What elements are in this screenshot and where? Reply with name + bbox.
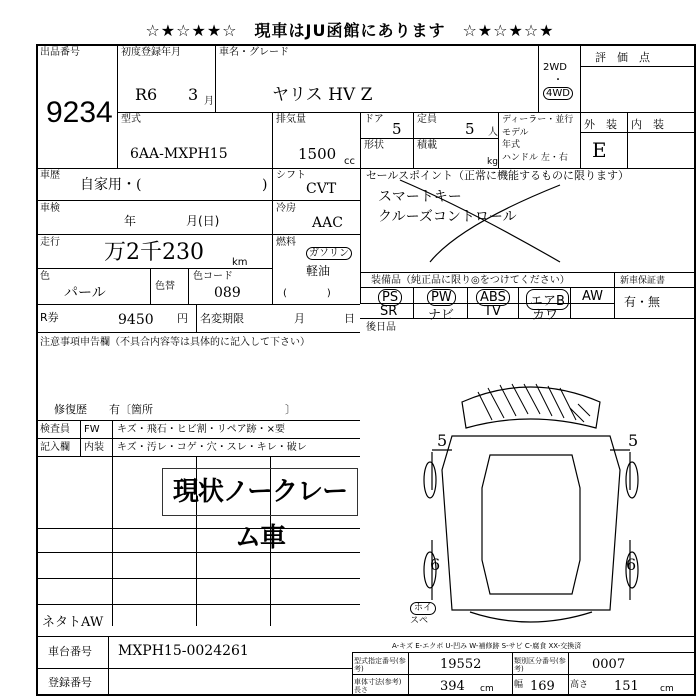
mileage-unit: km bbox=[232, 257, 248, 268]
car-name-label: 車名・グレード bbox=[219, 47, 289, 58]
history-close: ) bbox=[262, 177, 268, 193]
name-limit-month: 月 bbox=[294, 312, 305, 325]
type-designation-label: 型式指定番号(参考) bbox=[354, 657, 406, 673]
capacity-unit: 人 bbox=[488, 127, 498, 138]
color-code: 089 bbox=[214, 285, 241, 301]
load-label: 積載 bbox=[417, 140, 437, 151]
capacity-label: 定員 bbox=[417, 114, 437, 125]
load-unit: kg bbox=[487, 157, 498, 167]
drive-dot: ・ bbox=[553, 75, 563, 86]
class-number-label: 類別区分番号(参考) bbox=[514, 657, 566, 673]
capacity-value: 5 bbox=[465, 120, 475, 138]
ac-label: 冷房 bbox=[276, 203, 296, 214]
height-label: 高さ bbox=[570, 680, 589, 690]
shape-label: 形状 bbox=[364, 140, 384, 151]
fuel-paren: ( ) bbox=[283, 288, 331, 299]
drive-4wd: 4WD bbox=[543, 87, 573, 100]
shift-value: CVT bbox=[306, 181, 337, 197]
color-code-label: 色コード bbox=[193, 271, 233, 282]
lot-number: 9234 bbox=[46, 96, 113, 129]
first-reg-label: 初度登録年月 bbox=[121, 47, 181, 58]
sales-point-line2: クルーズコントロール bbox=[378, 209, 517, 225]
equip-sr: SR bbox=[380, 304, 398, 319]
tire-front-left: 5 bbox=[437, 431, 448, 450]
height-unit: cm bbox=[660, 684, 674, 694]
exterior-label: 外 装 bbox=[584, 118, 617, 131]
doors-label: ドア bbox=[364, 114, 384, 125]
mileage-label: 走行 bbox=[40, 237, 60, 248]
inspector-fw: FW bbox=[84, 424, 100, 435]
sales-point-label: セールスポイント（正常に機能するものに限ります） bbox=[366, 169, 630, 182]
recycle-unit: 円 bbox=[177, 312, 188, 325]
history-label: 車歴 bbox=[40, 170, 60, 181]
shift-label: シフト bbox=[276, 170, 306, 181]
color-value: パール bbox=[64, 285, 106, 301]
fuel-light-oil: 軽油 bbox=[306, 264, 331, 278]
mileage-value: 万2千230 bbox=[104, 240, 204, 265]
damage-legend: A-キズ E-エクボ U-凹み W-補修跡 S-サビ C-腐食 XX-交換済 bbox=[392, 642, 582, 650]
recycle-label: R券 bbox=[40, 311, 59, 324]
displacement-unit: cc bbox=[344, 156, 355, 167]
model-value: 6AA-MXPH15 bbox=[130, 146, 228, 162]
entry-interior-items: キズ・汚レ・コゲ・穴・スレ・キレ・破レ bbox=[117, 442, 307, 453]
first-reg-era: R6 bbox=[135, 85, 158, 104]
tire-rear-left: 6 bbox=[430, 555, 441, 574]
inspection-month: 月(日) bbox=[186, 214, 220, 228]
drive-2wd: 2WD bbox=[543, 62, 567, 73]
type-designation-value: 19552 bbox=[440, 657, 482, 672]
name-limit-day: 日 bbox=[344, 312, 355, 325]
handwritten-note: ネタトAW bbox=[42, 615, 104, 630]
rear-item-label: 後日品 bbox=[366, 322, 396, 333]
header-banner: ☆★☆★★☆ 現車はJU函館にあります ☆★☆★☆★ bbox=[145, 21, 555, 40]
length-unit: cm bbox=[480, 684, 494, 694]
first-reg-month-unit: 月 bbox=[204, 96, 214, 107]
handle-label: ハンドル 左・右 bbox=[502, 153, 568, 163]
length-value: 394 bbox=[440, 679, 465, 694]
car-name-value: ヤリス HV Z bbox=[272, 85, 373, 105]
tire-rear-right: 6 bbox=[626, 555, 637, 574]
fuel-label: 燃料 bbox=[276, 237, 296, 248]
equip-pw: PW bbox=[427, 289, 456, 306]
fuel-gasoline: ガソリン bbox=[306, 247, 352, 260]
ac-value: AAC bbox=[312, 215, 343, 231]
evaluation-label: 評 価 点 bbox=[595, 51, 650, 64]
first-reg-month: 3 bbox=[188, 85, 199, 104]
inspector-fw-items: キズ・飛石・ヒビ割・リペア跡・×要 bbox=[117, 424, 285, 435]
class-number-value: 0007 bbox=[592, 657, 626, 672]
exterior-score: E bbox=[592, 138, 607, 162]
lot-label: 出品番号 bbox=[40, 47, 80, 58]
width-value: 169 bbox=[530, 679, 555, 694]
spare-label-2: スペ bbox=[410, 616, 429, 626]
height-value: 151 bbox=[614, 679, 639, 694]
entry-interior: 内装 bbox=[84, 442, 104, 453]
interior-label: 内 装 bbox=[631, 118, 664, 131]
equip-leather: カワ bbox=[532, 308, 559, 323]
sales-point-line1: スマートキー bbox=[378, 189, 462, 205]
history-value: 自家用・( bbox=[80, 177, 142, 193]
year-label: 年式 bbox=[502, 140, 521, 150]
chassis-label: 車台番号 bbox=[48, 645, 92, 658]
spare-label: ホイ bbox=[410, 602, 436, 615]
equip-airbag: エアB bbox=[526, 289, 569, 310]
chassis-value: MXPH15-0024261 bbox=[118, 643, 249, 659]
model-label: 型式 bbox=[121, 114, 141, 125]
equip-ps: PS bbox=[378, 289, 402, 306]
no-claim-stamp: 現状ノークレーム車 bbox=[162, 468, 358, 516]
notes-label: 注意事項申告欄（不具合内容等は具体的に記入して下さい） bbox=[40, 337, 310, 348]
model-year-label: モデル bbox=[502, 128, 529, 138]
tire-front-right: 5 bbox=[628, 431, 639, 450]
displacement-label: 排気量 bbox=[276, 114, 306, 125]
color-change-label: 色替 bbox=[155, 281, 175, 292]
name-limit-label: 名変期限 bbox=[200, 312, 244, 325]
new-warranty-label: 新車保証書 bbox=[620, 276, 666, 286]
repair-history: 修復歴 有〔箇所 〕 bbox=[54, 403, 296, 416]
inspector-label: 検査員 bbox=[40, 424, 70, 435]
registration-label: 登録番号 bbox=[48, 676, 92, 689]
entry-label: 記入欄 bbox=[40, 442, 70, 453]
displacement-value: 1500 bbox=[298, 145, 337, 163]
equip-aw: AW bbox=[582, 289, 604, 304]
new-warranty-value: 有・無 bbox=[624, 295, 661, 309]
equip-navi: ナビ bbox=[428, 308, 455, 323]
inspection-year: 年 bbox=[124, 214, 137, 228]
doors-value: 5 bbox=[392, 120, 402, 138]
equip-abs: ABS bbox=[476, 289, 510, 306]
recycle-value: 9450 bbox=[118, 312, 154, 328]
equip-tv: TV bbox=[484, 304, 501, 319]
dealer-label: ディーラー・並行 bbox=[502, 115, 574, 125]
inspection-label: 車検 bbox=[40, 203, 60, 214]
length-label: 車体寸法(参考) 長さ bbox=[354, 678, 402, 694]
width-label: 幅 bbox=[514, 680, 524, 690]
color-label: 色 bbox=[40, 271, 50, 282]
equipment-label: 装備品（純正品に限り◎をつけてください） bbox=[371, 275, 570, 286]
